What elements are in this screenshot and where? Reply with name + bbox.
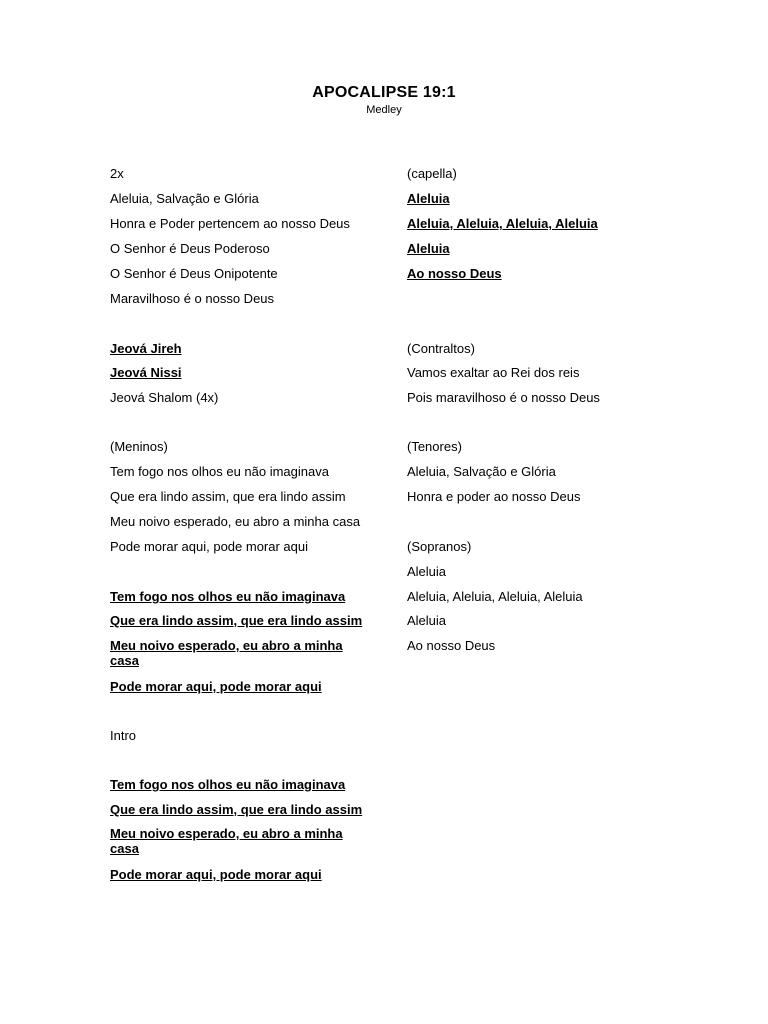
lyric-line: Que era lindo assim, que era lindo assim	[110, 489, 346, 504]
lyric-line: Pois maravilhoso é o nosso Deus	[407, 390, 600, 405]
lyric-line: O Senhor é Deus Poderoso	[110, 241, 270, 256]
lyric-line: Honra e poder ao nosso Deus	[407, 489, 581, 504]
section-label: (capella)	[407, 166, 457, 181]
lyric-line-bold: Meu noivo esperado, eu abro a minha casa	[110, 826, 343, 856]
lyric-line-bold: Pode morar aqui, pode morar aqui	[110, 867, 322, 882]
lyric-line: Ao nosso Deus	[407, 638, 496, 653]
lyric-line-bold: Tem fogo nos olhos eu não imaginava	[110, 589, 346, 604]
lyric-line-bold: Ao nosso Deus	[407, 266, 502, 281]
lyric-line-bold: Que era lindo assim, que era lindo assim	[110, 613, 363, 628]
lyric-line: Aleluia, Aleluia, Aleluia, Aleluia	[407, 589, 583, 604]
lyric-line: Aleluia, Salvação e Glória	[110, 191, 259, 206]
lyric-line: Maravilhoso é o nosso Deus	[110, 291, 275, 306]
lyric-line: Jeová Shalom (4x)	[110, 390, 219, 405]
lyric-line-bold: Tem fogo nos olhos eu não imaginava	[110, 777, 346, 792]
lyric-line: O Senhor é Deus Onipotente	[110, 266, 278, 281]
section-label: (Contraltos)	[407, 341, 475, 356]
lyric-line: Aleluia	[407, 613, 447, 628]
document-subtitle: Medley	[366, 104, 402, 116]
section-label: Intro	[110, 728, 137, 743]
lyric-line-bold: Aleluia	[407, 191, 450, 206]
document-title: APOCALIPSE 19:1	[312, 84, 456, 101]
lyric-line: 2x	[110, 166, 124, 181]
lyric-line: Pode morar aqui, pode morar aqui	[110, 539, 309, 554]
lyric-line: Honra e Poder pertencem ao nosso Deus	[110, 216, 350, 231]
section-label: (Sopranos)	[407, 539, 472, 554]
lyric-line-bold: Aleluia	[407, 241, 450, 256]
lyric-line-bold: Aleluia, Aleluia, Aleluia, Aleluia	[407, 216, 598, 231]
lyric-line: Aleluia, Salvação e Glória	[407, 464, 556, 479]
lyric-line-bold: Meu noivo esperado, eu abro a minha casa	[110, 638, 343, 668]
lyric-line: Meu noivo esperado, eu abro a minha casa	[110, 514, 361, 529]
lyric-line-bold: Pode morar aqui, pode morar aqui	[110, 679, 322, 694]
section-label: (Meninos)	[110, 439, 168, 454]
section-label: (Tenores)	[407, 439, 462, 454]
lyric-line-bold: Que era lindo assim, que era lindo assim	[110, 802, 363, 817]
lyric-line: Tem fogo nos olhos eu não imaginava	[110, 464, 329, 479]
lyric-line: Vamos exaltar ao Rei dos reis	[407, 365, 580, 380]
lyric-line: Aleluia	[407, 564, 447, 579]
lyric-line-bold: Jeová Nissi	[110, 365, 182, 380]
lyric-line-bold: Jeová Jireh	[110, 341, 182, 356]
